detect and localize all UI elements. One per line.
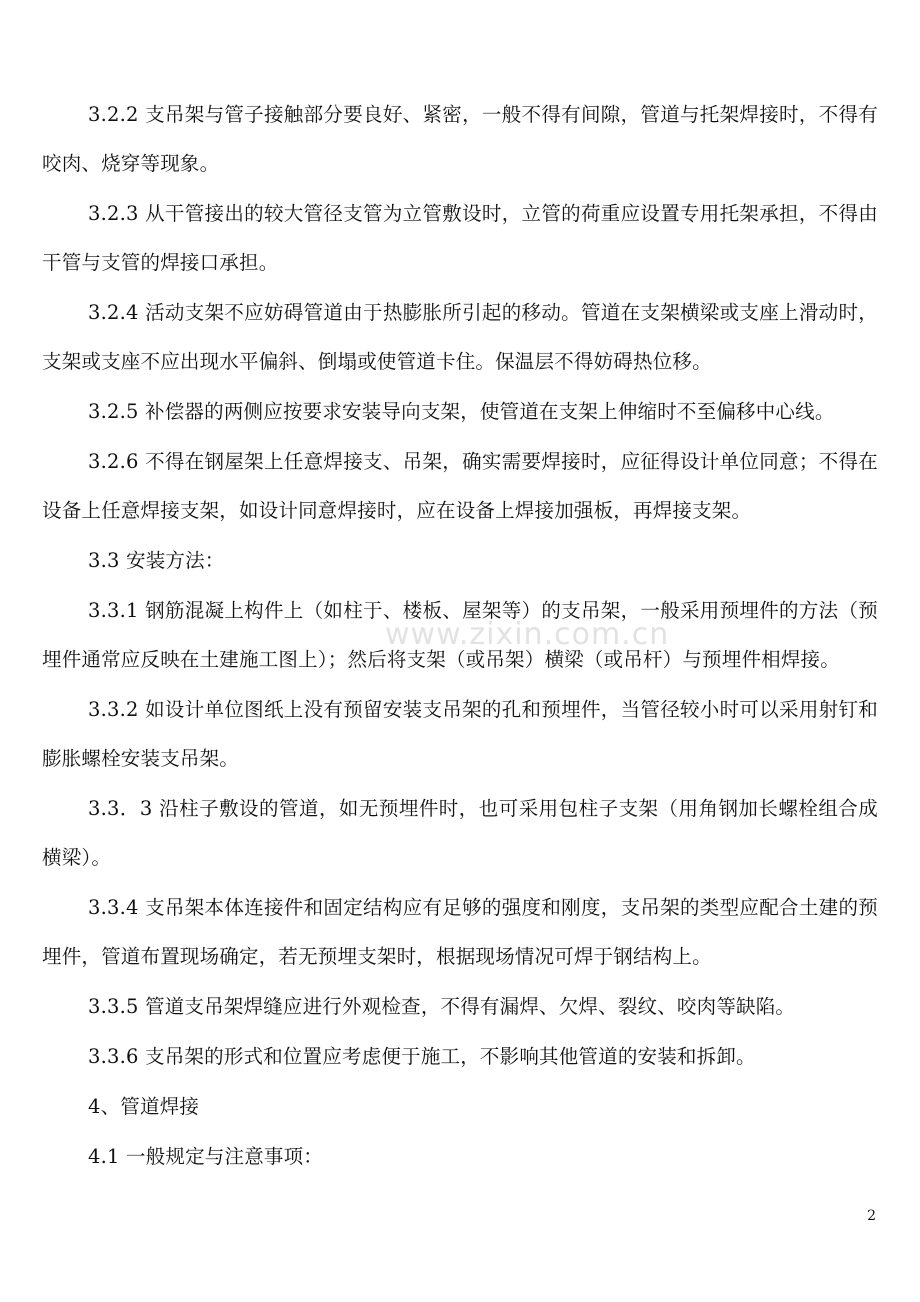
paragraph-3-3-1: 3.3.1 钢筋混凝上构件上（如柱于、楼板、屋架等）的支吊架，一般采用预埋件的方法（预埋件通常应反映在土建施工图上）；然后将支架（或吊架）横梁（或吊杆）与预埋件相焊接。 xyxy=(42,599,878,671)
paragraph-3-2-2: 3.2.2 支吊架与管子接触部分要良好、紧密，一般不得有间隙，管道与托架焊接时，不得有咬肉、烧穿等现象。 xyxy=(42,103,878,175)
page-number: 2 xyxy=(867,1208,876,1224)
paragraph-3-2-6: 3.2.6 不得在钢屋架上任意焊接支、吊架，确实需要焊接时，应征得设计单位同意；不得在设备上任意焊接支架，如设计同意焊接时，应在设备上焊接加强板，再焊接支架。 xyxy=(42,450,878,522)
paragraph-3-3-5: 3.3.5 管道支吊架焊缝应进行外观检查，不得有漏焊、欠焊、裂纹、咬肉等缺陷。 xyxy=(88,995,796,1018)
watermark-text: www.zixin.com.cn xyxy=(385,617,670,652)
document-body xyxy=(42,90,878,1182)
paragraph-3-3-2: 3.3.2 如设计单位图纸上没有预留安装支吊架的孔和预埋件，当管径较小时可以采用射钉和膨胀螺栓安装支吊架。 xyxy=(42,698,878,770)
section-heading-4-1: 4.1 一般规定与注意事项： xyxy=(88,1145,324,1168)
paragraph-3-3-6: 3.3.6 支吊架的形式和位置应考虑便于施工，不影响其他管道的安装和拆卸。 xyxy=(88,1045,756,1068)
paragraph-3-2-3: 3.2.3 从干管接出的较大管径支管为立管敷设时，立管的荷重应设置专用托架承担，不得由干管与支管的焊接口承担。 xyxy=(42,202,878,274)
paragraph-3-2-4: 3.2.4 活动支架不应妨碍管道由于热膨胀所引起的移动。管道在支架横梁或支座上滑动时，支架或支座不应出现水平偏斜、倒塌或使管道卡住。保温层不得妨碍热位移。 xyxy=(42,301,878,373)
paragraph-3-2-5: 3.2.5 补偿器的两侧应按要求安装导向支架，使管道在支架上伸缩时不至偏移中心线。 xyxy=(88,400,835,423)
paragraph-3-3-3: 3.3．3 沿柱子敷设的管道，如无预埋件时，也可采用包柱子支架（用角钢加长螺栓组合成横梁）。 xyxy=(42,797,878,869)
section-heading-4: 4、管道焊接 xyxy=(88,1095,200,1118)
section-heading-3-3: 3.3 安装方法： xyxy=(88,549,225,572)
paragraph-3-3-4: 3.3.4 支吊架本体连接件和固定结构应有足够的强度和刚度，支吊架的类型应配合土建的预埋件，管道布置现场确定，若无预埋支架时，根据现场情况可焊于钢结构上。 xyxy=(42,896,878,968)
